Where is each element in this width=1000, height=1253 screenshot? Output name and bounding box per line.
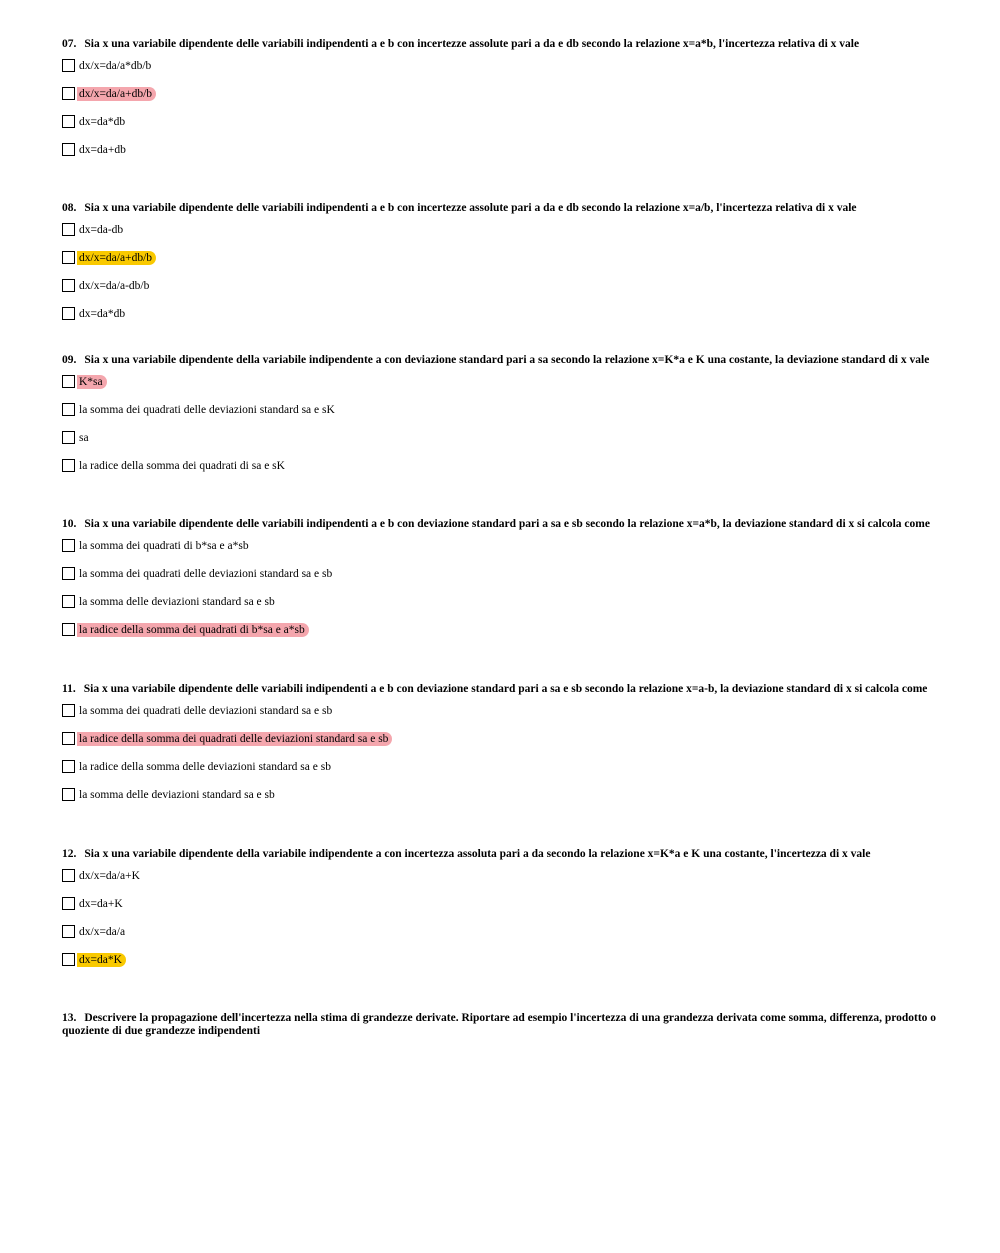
- answer-checkbox[interactable]: [62, 704, 75, 717]
- answer-text-highlighted: la radice della somma dei quadrati delle deviazioni standard sa e sb: [77, 732, 392, 746]
- answer-text: dx/x=da/a+K: [79, 869, 140, 882]
- answer-option[interactable]: [62, 702, 942, 719]
- answer-checkbox[interactable]: [62, 869, 75, 882]
- answer-option[interactable]: [62, 113, 942, 130]
- answer-checkbox[interactable]: [62, 623, 75, 636]
- answer-option[interactable]: [62, 621, 942, 638]
- answer-option[interactable]: [62, 305, 942, 322]
- answer-text: dx=da*db: [79, 307, 126, 320]
- question-11: [62, 683, 942, 814]
- answer-option[interactable]: [62, 85, 942, 102]
- answer-checkbox[interactable]: [62, 539, 75, 552]
- question-title: [62, 518, 942, 531]
- answer-option[interactable]: [62, 758, 942, 775]
- question-title: [62, 683, 942, 696]
- answer-text: dx=da+K: [79, 897, 123, 910]
- question-text: Descrivere la propagazione dell'incertezza nella stima di grandezze derivate. Riportare ad esempio l'incertezza di una grandezza derivata come somma, differenza, prodotto o quoziente di due grandezze indipendenti: [62, 1012, 937, 1037]
- question-text: Sia x una variabile dipendente delle variabili indipendenti a e b con incertezze assolute pari a da e db secondo la relazione x=a*b, l'incertezza relativa di x vale: [84, 38, 860, 50]
- answer-option[interactable]: [62, 786, 942, 803]
- question-number: 07.: [62, 38, 77, 50]
- answer-checkbox[interactable]: [62, 459, 75, 472]
- answer-option[interactable]: [62, 457, 942, 474]
- answer-text: dx=da-db: [79, 223, 124, 236]
- answer-text: sa: [79, 431, 89, 444]
- question-number: 13.: [62, 1012, 77, 1024]
- answer-checkbox[interactable]: [62, 567, 75, 580]
- question-number: 08.: [62, 202, 77, 214]
- answer-text: la somma dei quadrati di b*sa e a*sb: [79, 539, 249, 552]
- answer-checkbox[interactable]: [62, 953, 75, 966]
- question-text: Sia x una variabile dipendente delle variabili indipendenti a e b con deviazione standard pari a sa e sb secondo la relazione x=a*b, la deviazione standard di x si calcola come: [84, 518, 930, 530]
- answer-checkbox[interactable]: [62, 925, 75, 938]
- answer-text: la somma dei quadrati delle deviazioni standard sa e sb: [79, 567, 333, 580]
- answer-option[interactable]: [62, 923, 942, 940]
- answer-option[interactable]: [62, 895, 942, 912]
- question-text: Sia x una variabile dipendente delle variabili indipendenti a e b con deviazione standard pari a sa e sb secondo la relazione x=a-b, la deviazione standard di x si calcola come: [83, 683, 928, 695]
- answer-text: dx/x=da/a-db/b: [79, 279, 150, 292]
- question-13: [62, 1012, 942, 1044]
- answer-checkbox[interactable]: [62, 115, 75, 128]
- answer-checkbox[interactable]: [62, 223, 75, 236]
- answer-option[interactable]: [62, 277, 942, 294]
- answer-option[interactable]: [62, 951, 942, 968]
- answer-text: dx=da+db: [79, 143, 126, 156]
- answer-checkbox[interactable]: [62, 375, 75, 388]
- answer-text-highlighted: dx=da*K: [77, 953, 126, 967]
- answer-option[interactable]: [62, 141, 942, 158]
- question-12: [62, 848, 942, 979]
- question-title: [62, 38, 942, 51]
- question-title: [62, 848, 942, 861]
- answer-checkbox[interactable]: [62, 897, 75, 910]
- question-number: 09.: [62, 354, 77, 366]
- answer-option[interactable]: [62, 730, 942, 747]
- answer-checkbox[interactable]: [62, 431, 75, 444]
- question-text: Sia x una variabile dipendente della variabile indipendente a con incertezza assoluta pari a da secondo la relazione x=K*a e K una costante, l'incertezza di x vale: [84, 848, 871, 860]
- answer-option[interactable]: [62, 57, 942, 74]
- answer-text: la somma dei quadrati delle deviazioni standard sa e sK: [79, 403, 335, 416]
- answer-text-highlighted: K*sa: [77, 375, 107, 389]
- answer-option[interactable]: [62, 401, 942, 418]
- answer-option[interactable]: [62, 867, 942, 884]
- answer-text: la radice della somma delle deviazioni standard sa e sb: [79, 760, 331, 773]
- question-text: Sia x una variabile dipendente della variabile indipendente a con deviazione standard pari a sa secondo la relazione x=K*a e K una costante, la deviazione standard di x vale: [84, 354, 930, 366]
- answer-checkbox[interactable]: [62, 143, 75, 156]
- question-09: [62, 354, 942, 485]
- question-title: [62, 354, 942, 367]
- answer-option[interactable]: [62, 249, 942, 266]
- question-title: [62, 202, 942, 215]
- answer-text-highlighted: la radice della somma dei quadrati di b*sa e a*sb: [77, 623, 309, 637]
- question-number: 11.: [62, 683, 76, 695]
- answer-checkbox[interactable]: [62, 251, 75, 264]
- answer-text-highlighted: dx/x=da/a+db/b: [77, 87, 156, 101]
- answer-text: la somma delle deviazioni standard sa e sb: [79, 788, 275, 801]
- answer-text: dx=da*db: [79, 115, 126, 128]
- answer-checkbox[interactable]: [62, 732, 75, 745]
- question-10: [62, 518, 942, 649]
- answer-checkbox[interactable]: [62, 595, 75, 608]
- question-text: Sia x una variabile dipendente delle variabili indipendenti a e b con incertezze assolute pari a da e db secondo la relazione x=a/b, l'incertezza relativa di x vale: [84, 202, 857, 214]
- answer-checkbox[interactable]: [62, 788, 75, 801]
- answer-option[interactable]: [62, 593, 942, 610]
- answer-text: la radice della somma dei quadrati di sa e sK: [79, 459, 285, 472]
- answer-option[interactable]: [62, 429, 942, 446]
- question-number: 12.: [62, 848, 77, 860]
- answer-checkbox[interactable]: [62, 59, 75, 72]
- question-07: [62, 38, 942, 169]
- answer-text: la somma delle deviazioni standard sa e sb: [79, 595, 275, 608]
- answer-option[interactable]: [62, 565, 942, 582]
- answer-checkbox[interactable]: [62, 87, 75, 100]
- answer-text: dx/x=da/a: [79, 925, 126, 938]
- answer-checkbox[interactable]: [62, 279, 75, 292]
- answer-checkbox[interactable]: [62, 403, 75, 416]
- answer-checkbox[interactable]: [62, 307, 75, 320]
- answer-option[interactable]: [62, 373, 942, 390]
- answer-option[interactable]: [62, 537, 942, 554]
- question-08: [62, 202, 942, 333]
- question-number: 10.: [62, 518, 77, 530]
- answer-text: dx/x=da/a*db/b: [79, 59, 152, 72]
- answer-option[interactable]: [62, 221, 942, 238]
- question-title: [62, 1012, 942, 1038]
- answer-text: la somma dei quadrati delle deviazioni standard sa e sb: [79, 704, 333, 717]
- answer-text-highlighted: dx/x=da/a+db/b: [77, 251, 156, 265]
- answer-checkbox[interactable]: [62, 760, 75, 773]
